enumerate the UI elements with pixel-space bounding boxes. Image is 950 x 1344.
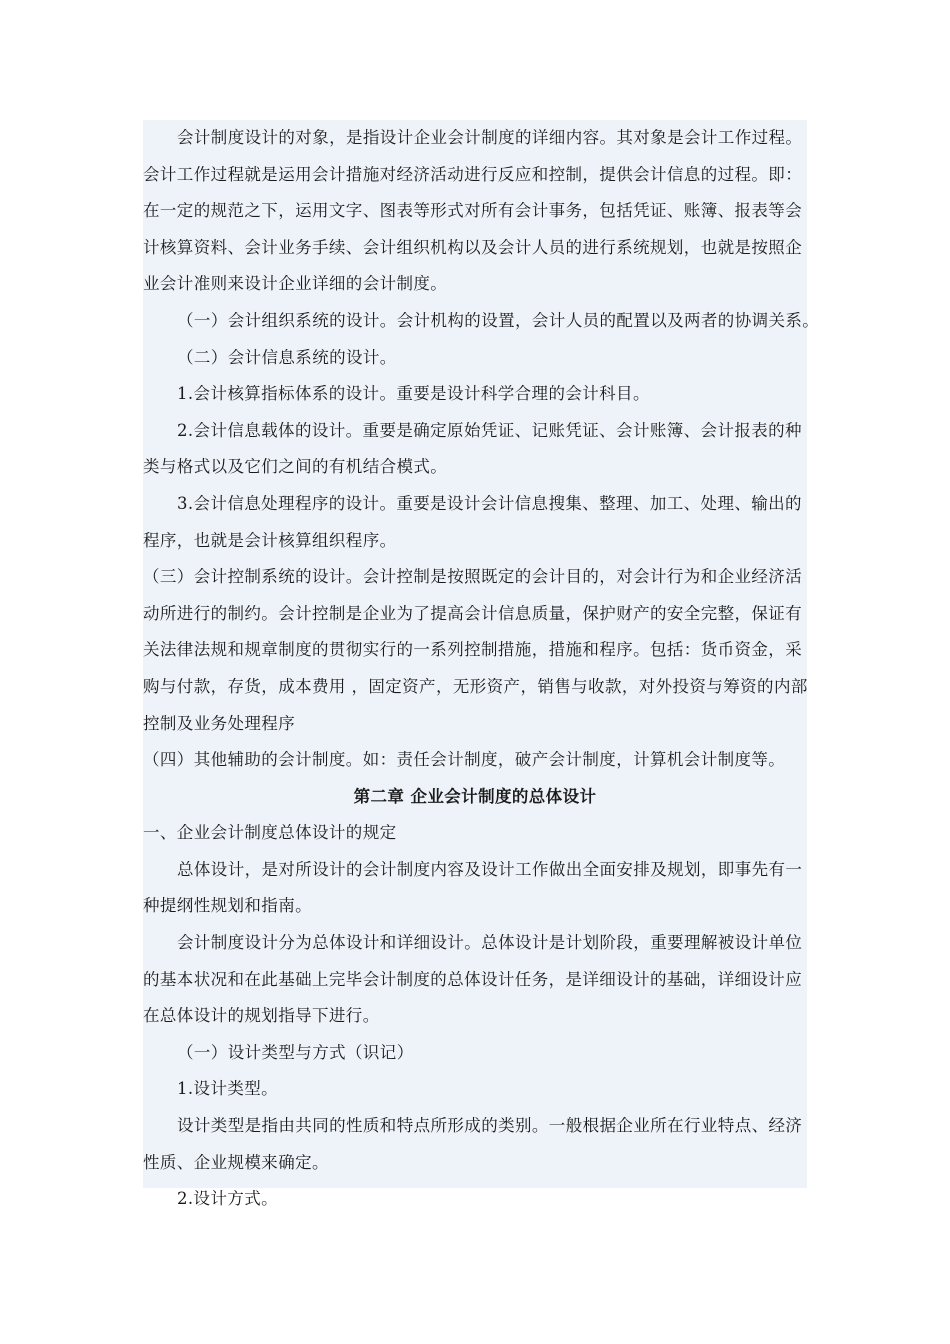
paragraph-line: （一）会计组织系统的设计。会计机构的设置，会计人员的配置以及两者的协调关系。: [177, 310, 820, 330]
paragraph-line: （一）设计类型与方式（识记）: [177, 1042, 414, 1062]
paragraph-line: 总体设计，是对所设计的会计制度内容及设计工作做出全面安排及规划，即事先有一: [177, 859, 803, 879]
paragraph-line: 的基本状况和在此基础上完毕会计制度的总体设计任务，是详细设计的基础，详细设计应: [143, 969, 803, 989]
paragraph-line: 性质、企业规模来确定。: [143, 1152, 329, 1172]
paragraph-line: （四）其他辅助的会计制度。如：责任会计制度，破产会计制度，计算机会计制度等。: [143, 750, 786, 770]
paragraph-line: 会计制度设计分为总体设计和详细设计。总体设计是计划阶段，重要理解被设计单位: [177, 933, 803, 953]
paragraph-line: 计核算资料、会计业务手续、会计组织机构以及会计人员的进行系统规划，也就是按照企: [143, 237, 803, 257]
paragraph-line: 2.设计方式。: [177, 1189, 279, 1209]
paragraph-line: 在一定的规范之下，运用文字、图表等形式对所有会计事务，包括凭证、账簿、报表等会: [143, 201, 803, 221]
paragraph-line: 类与格式以及它们之间的有机结合模式。: [143, 457, 448, 477]
paragraph-line: 控制及业务处理程序: [143, 713, 296, 733]
paragraph-line: 会计工作过程就是运用会计措施对经济活动进行反应和控制，提供会计信息的过程。即：: [143, 164, 803, 184]
paragraph-line: 3.会计信息处理程序的设计。重要是设计会计信息搜集、整理、加工、处理、输出的: [177, 493, 802, 513]
paragraph-line: 设计类型是指由共同的性质和特点所形成的类别。一般根据企业所在行业特点、经济: [177, 1116, 803, 1136]
paragraph-line: 动所进行的制约。会计控制是企业为了提高会计信息质量，保护财产的安全完整，保证有: [143, 603, 803, 623]
paragraph-line: 会计制度设计的对象，是指设计企业会计制度的详细内容。其对象是会计工作过程。: [177, 128, 803, 147]
paragraph-line: 关法律法规和规章制度的贯彻实行的一系列控制措施，措施和程序。包括：货币资金，采: [143, 640, 803, 660]
chapter-heading: 第二章 企业会计制度的总体设计: [353, 786, 597, 806]
paragraph-line: 1.会计核算指标体系的设计。重要是设计科学合理的会计科目。: [177, 384, 650, 404]
paragraph-line: 种提纲性规划和指南。: [143, 896, 312, 916]
paragraph-line: 在总体设计的规划指导下进行。: [143, 1006, 380, 1026]
document-body: [143, 120, 820, 1209]
paragraph-line: 业会计准则来设计企业详细的会计制度。: [143, 274, 448, 294]
section-heading: 一、企业会计制度总体设计的规定: [143, 823, 397, 843]
paragraph-line: （三）会计控制系统的设计。会计控制是按照既定的会计目的，对会计行为和企业经济活: [143, 567, 803, 587]
paragraph-line: 购与付款，存货，成本费用 ，固定资产，无形资产，销售与收款，对外投资与筹资的内部: [143, 676, 808, 696]
paragraph-line: （二）会计信息系统的设计。: [177, 347, 397, 367]
paragraph-line: 2.会计信息载体的设计。重要是确定原始凭证、记账凭证、会计账簿、会计报表的种: [177, 420, 802, 440]
paragraph-line: 程序，也就是会计核算组织程序。: [143, 530, 397, 550]
paragraph-line: 1.设计类型。: [177, 1079, 279, 1099]
document-page: [143, 120, 820, 1209]
